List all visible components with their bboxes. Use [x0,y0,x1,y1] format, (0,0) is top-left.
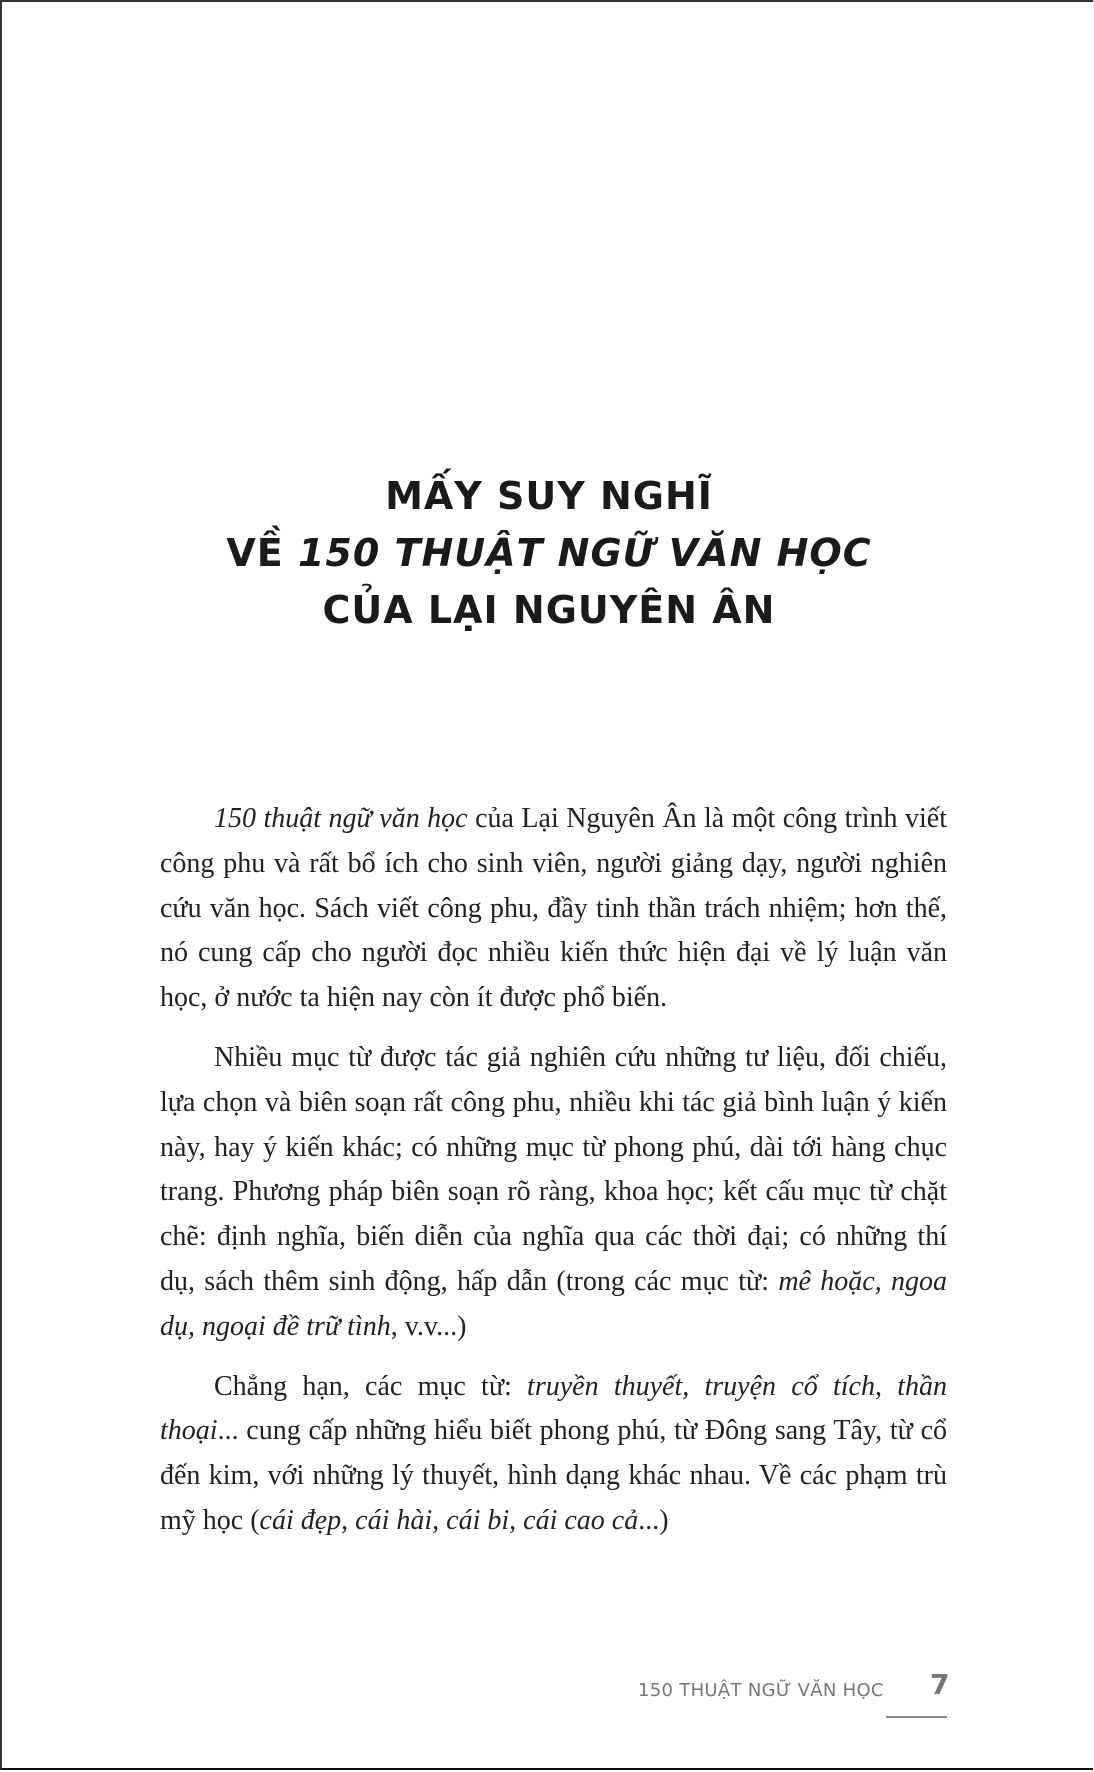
italic-terms: truyền thuyết, truyện cổ tích, thần thoại [160,1370,947,1447]
title-book-name: 150 THUẬT NGỮ VĂN HỌC [297,531,872,575]
paragraph-text: của Lại Nguyên Ân là một công trình viết công phu và rất bổ ích cho sinh viên, người giảng dạy, người nghiên cứu văn học. Sách viết công phu, đầy tinh thần trách nhiệm; hơn thế, nó cung cấp cho người đọc nhiều kiến thức hiện đại về lý luận văn học, ở nước ta hiện nay còn ít được phổ biến. [160,803,948,1014]
italic-terms: cái đẹp, cái hài, cái bi, cái cao cả [259,1504,639,1536]
paragraph-text: Nhiều mục từ được tác giả nghiên cứu những tư liệu, đối chiếu, lựa chọn và biên soạn rất công phu, nhiều khi tác giả bình luận ý kiến này, hay ý kiến khác; có những mục từ phong phú, dài tới hàng chục trang. Phương pháp biên soạn rõ ràng, khoa học; kết cấu mục từ chặt chẽ: định nghĩa, biến diễn của nghĩa qua các thời đại; có những thí dụ, sách thêm sinh động, hấp dẫn (trong các mục từ: [160,1041,947,1297]
body-text [160,797,947,1559]
footer-rule [886,1716,947,1718]
title-line-1: MẤY SUY NGHĨ [385,474,713,518]
paragraph-text: ...) [638,1504,669,1536]
chapter-title [2,468,1094,639]
running-footer-title: 150 THUẬT NGỮ VĂN HỌC [638,1680,884,1701]
page-number: 7 [930,1668,950,1701]
paragraph-3 [160,1365,947,1544]
paragraph-text: , v.v...) [390,1310,467,1342]
title-prefix: VỀ [226,531,298,575]
paragraph-1 [160,797,947,1021]
paragraph-2 [160,1036,947,1350]
italic-terms: mê hoặc, ngoa dụ, ngoại đề trữ tình [160,1265,948,1342]
paragraph-text: ... cung cấp những hiểu biết phong phú, từ Đông sang Tây, từ cổ đến kim, với những lý thuyết, hình dạng khác nhau. Về các phạm trù mỹ học ( [160,1415,947,1536]
book-title-italic: 150 thuật ngữ văn học [214,803,468,834]
paragraph-text: Chẳng hạn, các mục từ: [214,1370,528,1402]
title-line-3: CỦA LẠI NGUYÊN ÂN [322,588,776,632]
title-line-2 [2,525,1094,582]
